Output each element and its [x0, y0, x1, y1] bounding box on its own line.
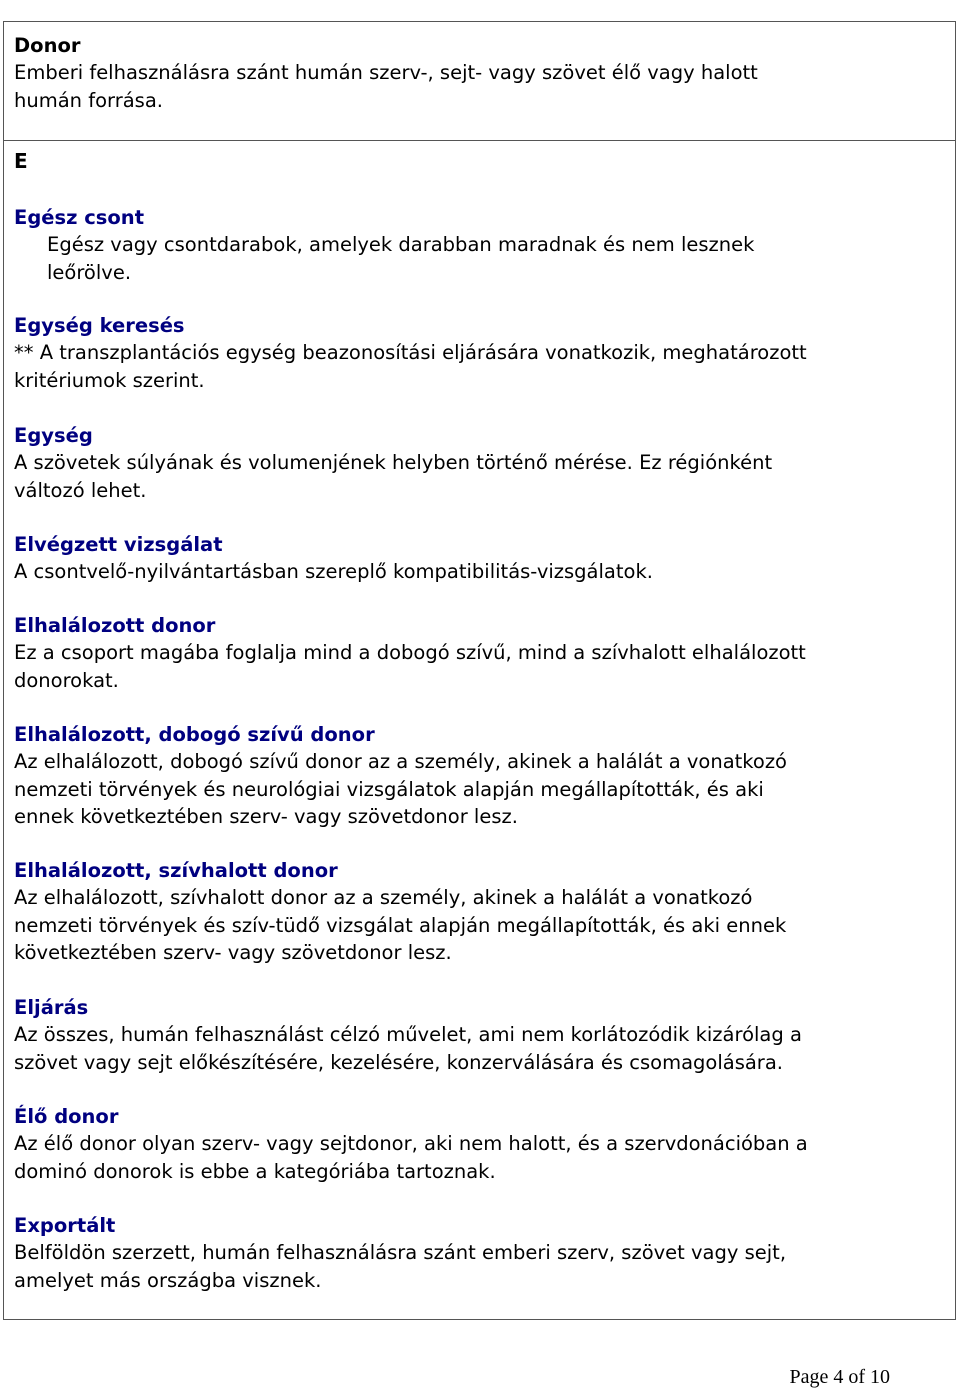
entry-definition-line: dominó donorok is ebbe a kategóriába tartoznak.	[14, 1159, 496, 1183]
entry-definition-line: Az elhalálozott, szívhalott donor az a személy, akinek a halálát a vonatkozó	[14, 886, 753, 910]
entry-definition-line: donorokat.	[14, 668, 119, 692]
entry-egyseg	[14, 422, 949, 504]
entry-definition-line: nemzeti törvények és szív-tüdő vizsgálat alapján megállapították, és aki ennek	[14, 913, 787, 937]
entry-elvegzett-vizsgalat	[14, 531, 949, 586]
section-divider	[3, 140, 956, 141]
entry-term: Eljárás	[14, 996, 89, 1019]
entry-egyseg-kereses	[14, 312, 949, 394]
entry-definition-line: Az összes, humán felhasználást célzó művelet, ami nem korlátozódik kizárólag a	[14, 1023, 802, 1047]
entry-definition-line: következtében szerv- vagy szövetdonor lesz.	[14, 940, 452, 964]
entry-exportalt	[14, 1212, 949, 1294]
entry-definition-line: A csontvelő-nyilvántartásban szereplő kompatibilitás-vizsgálatok.	[14, 560, 653, 584]
page-number: Page 4 of 10	[789, 1366, 890, 1388]
entry-definition-line: Egész vagy csontdarabok, amelyek darabban maradnak és nem lesznek	[47, 233, 755, 257]
entry-definition-line: leőrölve.	[47, 260, 132, 284]
entry-definition-line: Ez a csoport magába foglalja mind a dobogó szívű, mind a szívhalott elhalálozott	[14, 641, 806, 665]
entry-term: Exportált	[14, 1214, 116, 1237]
entry-elhalalozott-donor	[14, 612, 949, 694]
entry-term: Egység keresés	[14, 314, 185, 337]
entry-definition-line: kritériumok szerint.	[14, 368, 205, 392]
entry-szivhalott-donor	[14, 857, 949, 966]
entry-elo-donor	[14, 1103, 949, 1185]
entry-term: Elhalálozott donor	[14, 614, 216, 637]
entry-definition-line: A szövetek súlyának és volumenjének helyben történő mérése. Ez régiónként	[14, 451, 773, 475]
entry-definition-line: Az elhalálozott, dobogó szívű donor az a személy, akinek a halálát a vonatkozó	[14, 750, 787, 774]
entry-definition-line: szövet vagy sejt előkészítésére, kezelésére, konzerválására és csomagolására.	[14, 1050, 783, 1074]
entry-definition-line: Belföldön szerzett, humán felhasználásra szánt emberi szerv, szövet vagy sejt,	[14, 1241, 787, 1265]
entry-term: Egység	[14, 424, 93, 447]
entry-definition-line: amelyet más országba visznek.	[14, 1268, 322, 1292]
entry-term: Elhalálozott, dobogó szívű donor	[14, 723, 375, 746]
entry-definition-line: ennek következtében szerv- vagy szövetdonor lesz.	[14, 804, 518, 828]
entry-donor	[14, 32, 949, 114]
section-letter: E	[14, 149, 28, 173]
entry-eljaras	[14, 994, 949, 1076]
entry-egesz-csont	[14, 204, 949, 286]
entry-definition-line: változó lehet.	[14, 478, 147, 502]
entry-definition-line: humán forrása.	[14, 88, 163, 112]
entry-dobogo-szivu-donor	[14, 721, 949, 830]
entry-term: Elhalálozott, szívhalott donor	[14, 859, 338, 882]
entry-term: Élő donor	[14, 1105, 119, 1128]
entry-term: Donor	[14, 34, 81, 57]
entry-definition-line: ** A transzplantációs egység beazonosítási eljárására vonatkozik, meghatározott	[14, 341, 807, 365]
entry-definition-line: Az élő donor olyan szerv- vagy sejtdonor, aki nem halott, és a szervdonációban a	[14, 1132, 808, 1156]
entry-term: Elvégzett vizsgálat	[14, 533, 223, 556]
entry-definition-line: nemzeti törvények és neurológiai vizsgálatok alapján megállapították, és aki	[14, 777, 764, 801]
entry-definition-line: Emberi felhasználásra szánt humán szerv-, sejt- vagy szövet élő vagy halott	[14, 61, 758, 85]
entry-term: Egész csont	[14, 206, 145, 229]
